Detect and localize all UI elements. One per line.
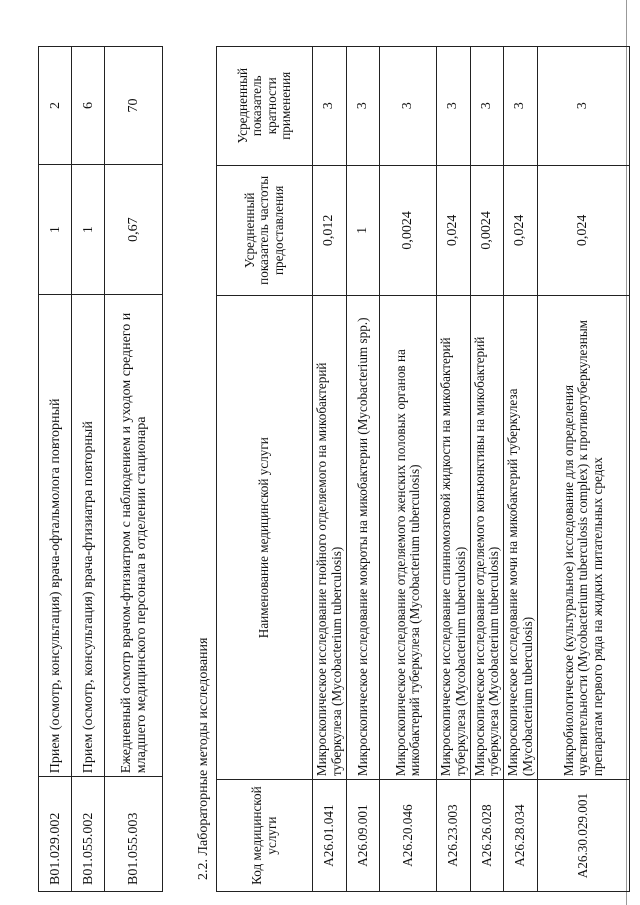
service-name: Микроскопическое исследование мокроты на микобактерии (Mycobacterium spp.) xyxy=(347,296,380,780)
frequency-value: 0,0024 xyxy=(380,165,437,296)
table-row xyxy=(39,47,72,892)
table-row xyxy=(471,47,504,892)
table-row xyxy=(72,47,105,892)
header-name: Наименование медицинской услуги xyxy=(217,296,313,780)
service-name: Прием (осмотр, консультация) врача-офтальмолога повторный xyxy=(39,295,72,777)
table-row xyxy=(313,47,347,892)
service-code: B01.029.002 xyxy=(39,777,72,892)
multiplicity-value: 3 xyxy=(538,47,630,166)
table-row xyxy=(437,47,471,892)
table-header-row xyxy=(217,47,313,892)
multiplicity-value: 3 xyxy=(313,47,347,166)
multiplicity-value: 2 xyxy=(39,47,72,165)
table-row xyxy=(105,47,163,892)
service-code: A26.23.003 xyxy=(437,780,471,892)
service-code: A26.20.046 xyxy=(380,780,437,892)
header-multiplicity: Усредненный показатель кратности применения xyxy=(217,47,313,166)
table-row xyxy=(538,47,630,892)
table-row xyxy=(380,47,437,892)
services-table-consultations xyxy=(38,46,163,892)
frequency-value: 1 xyxy=(72,165,105,295)
multiplicity-value: 3 xyxy=(471,47,504,166)
frequency-value: 1 xyxy=(39,165,72,295)
multiplicity-value: 6 xyxy=(72,47,105,165)
rotated-content xyxy=(20,12,630,892)
service-name: Микроскопическое исследование спинномозговой жидкости на микобактерий туберкулеза (Mycobacterium tuberculosis) xyxy=(437,296,471,780)
service-code: B01.055.002 xyxy=(72,777,105,892)
frequency-value: 0,012 xyxy=(313,165,347,296)
service-code: B01.055.003 xyxy=(105,777,163,892)
section-title: 2.2. Лабораторные методы исследования xyxy=(196,637,211,880)
multiplicity-value: 3 xyxy=(347,47,380,166)
service-name: Прием (осмотр, консультация) врача-фтизиатра повторный xyxy=(72,295,105,777)
service-code: A26.01.041 xyxy=(313,780,347,892)
header-frequency: Усредненный показатель частоты предоставления xyxy=(217,165,313,296)
table-row xyxy=(504,47,538,892)
service-code: A26.09.001 xyxy=(347,780,380,892)
service-name: Ежедневный осмотр врачом-фтизиатром с наблюдением и уходом среднего и младшего медицинского персонала в отделении стационара xyxy=(105,295,163,777)
frequency-value: 0,024 xyxy=(538,165,630,296)
service-name: Микроскопическое исследование отделяемого женских половых органов на микобактерий туберкулеза (Mycobacterium tuberculosis) xyxy=(380,296,437,780)
service-name: Микроскопическое исследование мочи на микобактерий туберкулеза (Mycobacterium tuberculosis) xyxy=(504,296,538,780)
table-row xyxy=(347,47,380,892)
multiplicity-value: 70 xyxy=(105,47,163,165)
multiplicity-value: 3 xyxy=(504,47,538,166)
frequency-value: 0,024 xyxy=(504,165,538,296)
multiplicity-value: 3 xyxy=(437,47,471,166)
service-name: Микроскопическое исследование гнойного отделяемого на микобактерий туберкулеза (Mycobacterium tuberculosis) xyxy=(313,296,347,780)
services-table-laboratory xyxy=(216,46,630,892)
multiplicity-value: 3 xyxy=(380,47,437,166)
frequency-value: 0,024 xyxy=(437,165,471,296)
service-code: A26.30.029.001 xyxy=(538,780,630,892)
service-code: A26.28.034 xyxy=(504,780,538,892)
header-code: Код медицинской услуги xyxy=(217,780,313,892)
service-name: Микробиологическое (культуральное) исследование для определения чувствительности (Mycobacterium tuberculosis complex) к противотуберкулезным препаратам первого ряда на жидких питательных средах xyxy=(538,296,630,780)
frequency-value: 1 xyxy=(347,165,380,296)
service-name: Микроскопическое исследование отделяемого конъюнктивы на микобактерий туберкулеза (Mycobacterium tuberculosis) xyxy=(471,296,504,780)
service-code: A26.26.028 xyxy=(471,780,504,892)
frequency-value: 0,67 xyxy=(105,165,163,295)
frequency-value: 0,0024 xyxy=(471,165,504,296)
